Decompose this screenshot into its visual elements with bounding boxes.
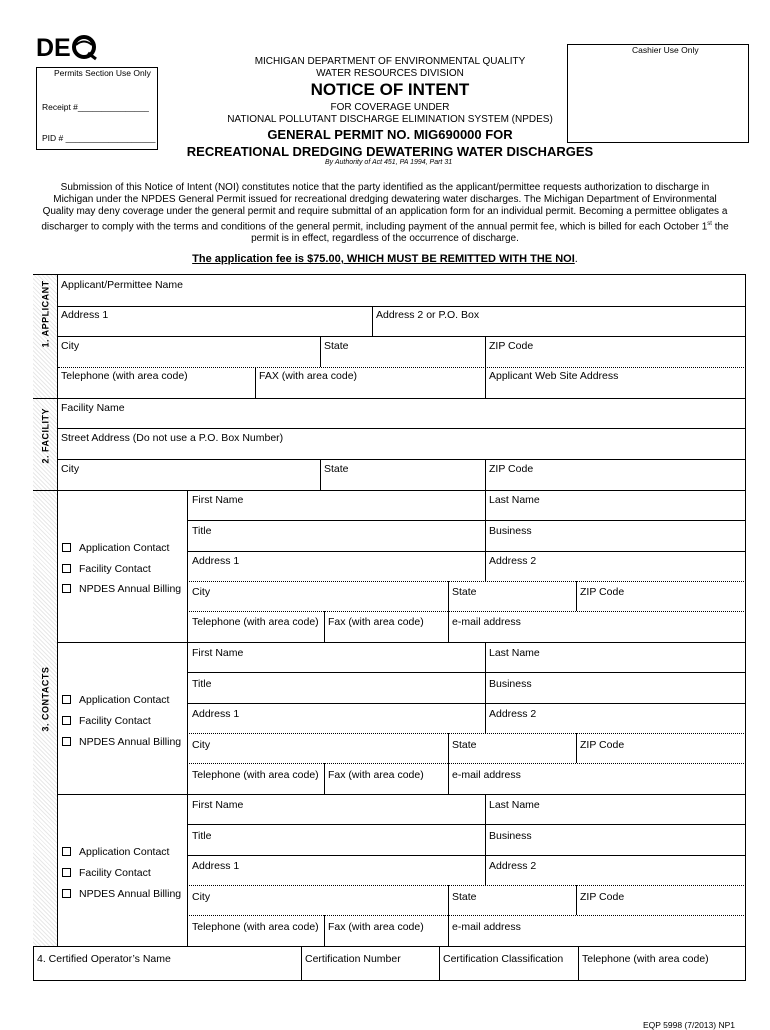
contact1-state-field[interactable]: State [452,586,477,598]
deq-logo-icon [36,32,98,62]
contact2-email-field[interactable]: e-mail address [452,769,521,781]
contact3-address2-field[interactable]: Address 2 [489,860,537,872]
contact1-email-field[interactable]: e-mail address [452,616,521,628]
contact3-fax-field[interactable]: Fax (with area code) [328,921,424,933]
contact1-application-checkbox[interactable] [62,543,71,552]
contact2-city-field[interactable]: City [192,739,211,751]
receipt-field[interactable]: Receipt #_______________ [42,102,149,112]
contact2-address2-field[interactable]: Address 2 [489,708,537,720]
operator-telephone-field[interactable]: Telephone (with area code) [582,953,709,965]
contact2-zip-field[interactable]: ZIP Code [580,739,625,751]
contact1-first-name-field[interactable]: First Name [192,494,244,506]
facility-street-field[interactable]: Street Address (Do not use a P.O. Box Number) [61,432,284,444]
contact3-state-field[interactable]: State [452,891,477,903]
contact2-facility-checkbox[interactable] [62,716,71,725]
pid-field[interactable]: PID # ___________________ [42,133,156,143]
operator-name-field[interactable]: 4. Certified Operator’s Name [37,953,171,965]
applicant-state-field[interactable]: State [324,340,349,352]
contact1-address1-field[interactable]: Address 1 [192,555,240,567]
contact1-zip-field[interactable]: ZIP Code [580,586,625,598]
contact1-billing-label: NPDES Annual Billing [79,583,182,595]
facility-zip-field[interactable]: ZIP Code [489,463,534,475]
contact3-title-field[interactable]: Title [192,830,212,842]
cashier-box [567,44,749,143]
contact1-telephone-field[interactable]: Telephone (with area code) [192,616,319,628]
contact2-facility-label: Facility Contact [79,715,151,727]
contact3-facility-checkbox[interactable] [62,868,71,877]
page-title: NOTICE OF INTENT [310,80,470,99]
applicant-city-field[interactable]: City [61,340,80,352]
intro-line-5: permit is in effect, regardless of the occurrence of discharge. [251,233,519,245]
intro-line-4: discharger to comply with the terms and conditions of the general permit, including payment of the annual permit fee, which is billed for each October 1st the [41,221,729,233]
contact1-billing-checkbox[interactable] [62,584,71,593]
facility-city-field[interactable]: City [61,463,80,475]
coverage-line: FOR COVERAGE UNDER [330,102,450,113]
npdes-line: NATIONAL POLLUTANT DISCHARGE ELIMINATION SYSTEM (NPDES) [227,114,553,125]
contact2-business-field[interactable]: Business [489,678,532,690]
contact1-title-field[interactable]: Title [192,525,212,537]
applicant-address2-field[interactable]: Address 2 or P.O. Box [376,309,480,321]
applicant-telephone-field[interactable]: Telephone (with area code) [61,370,188,382]
contact2-application-label: Application Contact [79,694,170,706]
contact1-fax-field[interactable]: Fax (with area code) [328,616,424,628]
facility-state-field[interactable]: State [324,463,349,475]
contact2-billing-label: NPDES Annual Billing [79,736,182,748]
contact2-state-field[interactable]: State [452,739,477,751]
facility-name-field[interactable]: Facility Name [61,402,125,414]
contact3-application-checkbox[interactable] [62,847,71,856]
facility-section-label [33,446,58,458]
operator-cert-class-field[interactable]: Certification Classification [443,953,564,965]
permit-subject: RECREATIONAL DREDGING DEWATERING WATER DISCHARGES [186,144,594,159]
form-number: EQP 5998 (7/2013) NP1 [643,1020,735,1030]
applicant-section-label [33,330,58,342]
contact3-billing-label: NPDES Annual Billing [79,888,182,900]
applicant-zip-field[interactable]: ZIP Code [489,340,534,352]
division-name: WATER RESOURCES DIVISION [316,68,464,79]
contact1-city-field[interactable]: City [192,586,211,598]
contact3-billing-checkbox[interactable] [62,889,71,898]
contact2-title-field[interactable]: Title [192,678,212,690]
permit-title: GENERAL PERMIT NO. MIG690000 FOR [267,127,513,142]
applicant-name-field[interactable]: Applicant/Permittee Name [61,279,183,291]
contact1-facility-label: Facility Contact [79,563,151,575]
intro-paragraph [20,182,750,245]
contact3-application-label: Application Contact [79,846,170,858]
contact3-last-name-field[interactable]: Last Name [489,799,540,811]
applicant-fax-field[interactable]: FAX (with area code) [259,370,358,382]
contact3-address1-field[interactable]: Address 1 [192,860,240,872]
contact3-first-name-field[interactable]: First Name [192,799,244,811]
operator-cert-number-field[interactable]: Certification Number [305,953,401,965]
contact1-facility-checkbox[interactable] [62,564,71,573]
contacts-section-label [33,714,58,726]
fee-notice: The application fee is $75.00, WHICH MUST BE REMITTED WITH THE NOI. [192,253,578,265]
cashier-label: Cashier Use Only [632,45,699,55]
contact3-email-field[interactable]: e-mail address [452,921,521,933]
contact2-first-name-field[interactable]: First Name [192,647,244,659]
contact1-address2-field[interactable]: Address 2 [489,555,537,567]
intro-line-1: Submission of this Notice of Intent (NOI) constitutes notice that the party identified as the applicant/permittee requests authorization to discharge in [60,182,710,193]
contact1-last-name-field[interactable]: Last Name [489,494,540,506]
contact2-telephone-field[interactable]: Telephone (with area code) [192,769,319,781]
contact3-business-field[interactable]: Business [489,830,532,842]
contact2-application-checkbox[interactable] [62,695,71,704]
applicant-address1-field[interactable]: Address 1 [61,309,109,321]
authority-line: By Authority of Act 451, PA 1994, Part 31 [325,159,453,166]
agency-name: MICHIGAN DEPARTMENT OF ENVIRONMENTAL QUALITY [254,56,526,67]
contact3-facility-label: Facility Contact [79,867,151,879]
contact2-billing-checkbox[interactable] [62,737,71,746]
contact3-city-field[interactable]: City [192,891,211,903]
contact2-last-name-field[interactable]: Last Name [489,647,540,659]
applicant-website-field[interactable]: Applicant Web Site Address [489,370,619,382]
deq-logo [36,32,98,62]
intro-line-2: Michigan under the NPDES General Permit issued for recreational dredging dewatering water discharges. The Michigan Department of Environmental [53,194,717,205]
contact2-address1-field[interactable]: Address 1 [192,708,240,720]
contact2-fax-field[interactable]: Fax (with area code) [328,769,424,781]
svg-text:DE: DE [36,34,71,62]
contact1-business-field[interactable]: Business [489,525,532,537]
contact3-zip-field[interactable]: ZIP Code [580,891,625,903]
contact1-application-label: Application Contact [79,542,170,554]
permits-label: Permits Section Use Only [54,68,151,78]
intro-line-3: Quality may deny coverage under the general permit and require submittal of an application form for an individual permit. Becoming a permittee obligates a [42,206,728,217]
contact3-telephone-field[interactable]: Telephone (with area code) [192,921,319,933]
